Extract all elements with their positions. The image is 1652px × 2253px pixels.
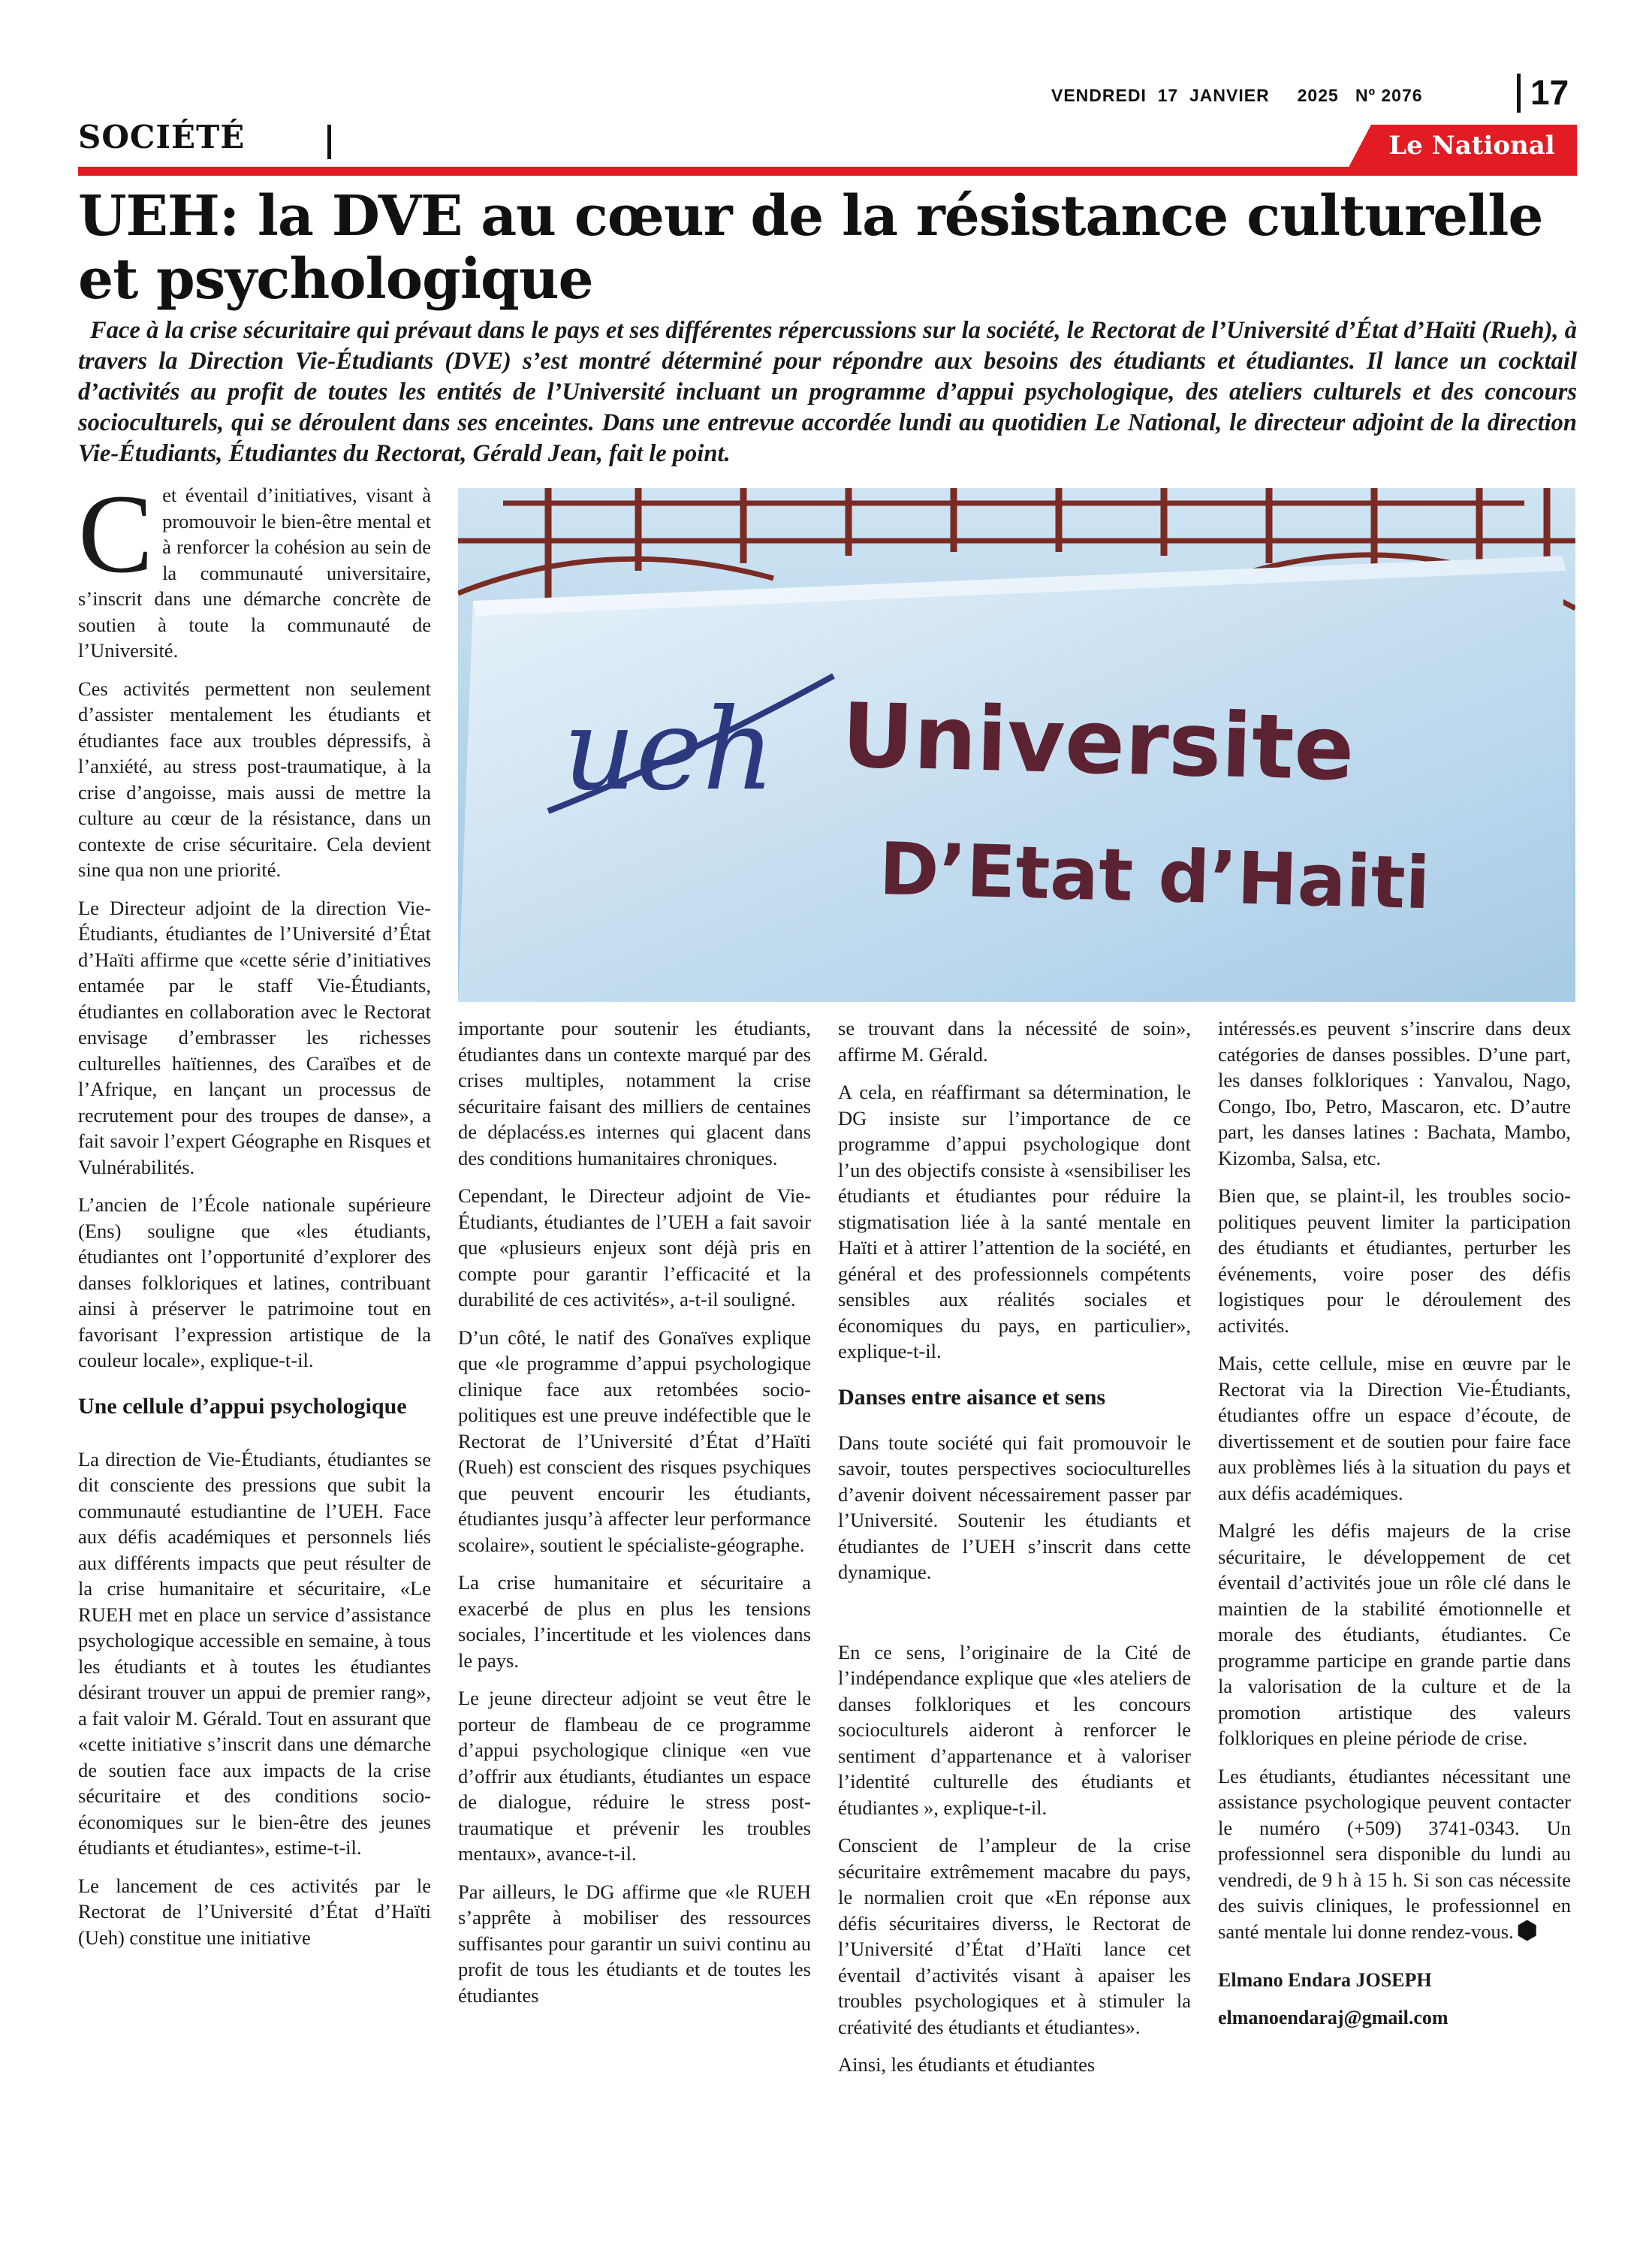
- paragraph: Ces activités permettent non seulement d’assister mentalement les étudiants et étudiantes face aux troubles dépressifs, à l’anxiété, au stress post-traumatique, à la crise d’angoisse, mais aussi de mettre la culture au cœur de la résistance, dans un contexte de crise sécuritaire. Cela devient sine qua non une priorité.: [78, 677, 431, 881]
- column-spacer: [838, 1597, 1191, 1639]
- section-label: SOCIÉTÉ: [78, 119, 246, 155]
- paragraph: La crise humanitaire et sécuritaire a exacerbé de plus en plus les tensions sociales, l’incertitude et les violences dans le pays.: [458, 1571, 811, 1672]
- article-headline: UEH: la DVE au cœur de la résistance culturelle et psychologique: [78, 184, 1543, 312]
- paragraph-text: et éventail d’initiatives, visant à promouvoir le bien-être mental et à renforcer la cohésion au sein de la communauté universitaire, s’inscrit dans une démarche concrète de soutien à toute la communauté de l’Université.: [78, 484, 431, 662]
- paragraph: Cependant, le Directeur adjoint de Vie-Étudiants, étudiantes de l’UEH a fait savoir que «plusieurs enjeux sont déjà pris en compte pour garantir l’efficacité et la durabilité de ces activités», a-t-il souligné.: [458, 1184, 811, 1310]
- column-4: [1218, 1015, 1571, 2042]
- paragraph: Le jeune directeur adjoint se veut être le porteur de flambeau de ce programme d’appui psychologique clinique «en vue d’offrir aux étudiants, étudiantes un espace de dialogue, réduire le stress post-traumatique et prévenir les troubles mentaux», avance-t-il.: [458, 1687, 811, 1865]
- paragraph: importante pour soutenir les étudiants, étudiantes dans un contexte marqué par des crises multiples, notamment la crise sécuritaire faisant des milliers de centaines de déplacéss.es internes qui glacent dans des conditions humanitaires chroniques.: [458, 1017, 811, 1169]
- ueh-sign-illustration: [458, 488, 1575, 1002]
- section-divider: [327, 125, 331, 159]
- column-3: [838, 1015, 1191, 2090]
- paragraph: Le lancement de ces activités par le Rectorat de l’Université d’État d’Haïti (Ueh) constitue une initiative: [78, 1874, 431, 1949]
- paragraph: Conscient de l’ampleur de la crise sécuritaire extrêmement macabre du pays, le normalien croit que «En réponse aux défis sécuritaires diverss, le Rectorat de l’Université d’État d’Haïti lance cet éventail d’activités visant à apaiser les troubles psychologiques et à stimuler la créativité des étudiants et étudiantes».: [838, 1834, 1191, 2038]
- paragraph: D’un côté, le natif des Gonaïves explique que «le programme d’appui psychologique clinique face aux retombées socio-politiques est une preuve indéfectible que le Rectorat de l’Université d’État d’Haïti (Rueh) est conscient des risques psychiques que peuvent encourir les étudiants, étudiantes jusqu’à affecter leur performance scolaire», soutient le spécialiste-géographe.: [458, 1326, 811, 1556]
- paragraph: Mais, cette cellule, mise en œuvre par le Rectorat via la Direction Vie-Étudiants, étudiantes offre un espace d’écoute, de divertissement et de soutien pour faire face aux problèmes liés à la situation du pays et aux défis académiques.: [1218, 1352, 1571, 1504]
- paragraph: [78, 472, 431, 664]
- paragraph: Ainsi, les étudiants et étudiantes: [838, 2053, 1096, 2076]
- paragraph: intéressés.es peuvent s’inscrire dans deux catégories de danses possibles. D’une part, les danses folkloriques : Yanvalou, Nago, Congo, Ibo, Petro, Mascaron, etc. D’autre part, les danses latines : Bachata, Mambo, Kizomba, Salsa, etc.: [1218, 1017, 1571, 1169]
- paragraph: Bien que, se plaint-il, les troubles socio-politiques peuvent limiter la participation des étudiants et étudiantes, perturber les événements, voire poser des défis logistiques pour le déroulement des activités.: [1218, 1184, 1571, 1337]
- end-of-article-icon: [1517, 1920, 1538, 1941]
- issue-date-line: VENDREDI 17 JANVIER 2025 Nº 2076: [1051, 86, 1423, 105]
- ueh-logo-text: ueh: [563, 685, 775, 816]
- paragraph: Malgré les défis majeurs de la crise sécuritaire, le développement de cet éventail d’activités joue un rôle clé dans le maintien de la stabilité émotionnelle et morale des étudiants, étudiantes. Ce programme participe en grande partie dans la valorisation de la culture et de la promotion artistique des valeurs folkloriques en pleine période de crise.: [1218, 1519, 1571, 1749]
- author-email: elmanoendaraj@gmail.com: [1218, 2007, 1449, 2028]
- newspaper-brand: Le National: [1388, 131, 1555, 161]
- column-1: [78, 472, 431, 1962]
- article-lede: Face à la crise sécuritaire qui prévaut dans le pays et ses différentes répercussions sur la société, le Rectorat de l’Université d’État d’Haïti (Rueh), à travers la Direction Vie-Étudiants (DVE) s’est montré déterminé pour répondre aux besoins des étudiants et étudiantes. Il lance un cocktail d’activités au profit de toutes les entités de l’Université incluant un programme d’appui psychologique, des ateliers culturels et des concours socioculturels, qui se déroulent dans ses enceintes. Dans une entrevue accordée lundi au quotidien Le National, le directeur adjoint de la direction Vie-Étudiants, Étudiantes du Rectorat, Gérald Jean, fait le point.: [78, 317, 1577, 467]
- paragraph: La direction de Vie-Étudiants, étudiantes se dit consciente des pressions que subit la communauté estudiantine de l’UEH. Face aux défis académiques et personnels liés aux différents impacts que peut résulter de la crise humanitaire et sécuritaire, «Le RUEH met en place un service d’assistance psychologique accessible en semaine, à tous les étudiants et à toutes les étudiantes désirant trouver un appui de premier rang», a fait valoir M. Gérald. Tout en assurant que «cette initiative s’inscrit dans une démarche de soutien face aux impacts de la crise sécuritaire et des conditions socio-économiques sur le bien-être des jeunes étudiants et étudiantes», estime-t-il.: [78, 1447, 431, 1859]
- sign-line-universite: Universite: [840, 683, 1356, 801]
- paragraph: Dans toute société qui fait promouvoir le savoir, toutes perspectives socioculturelles d’avenir doivent nécessairement passer par l’Université. Soutenir les étudiants et étudiantes de l’UEH s’inscrit dans cette dynamique.: [838, 1431, 1191, 1583]
- subheading: Danses entre aisance et sens: [838, 1384, 1106, 1410]
- byline: [1218, 1967, 1571, 2031]
- paragraph: [1218, 1763, 1571, 1945]
- sign-line-etat-haiti: D’Etat d’Haiti: [878, 827, 1431, 926]
- article-photo: [458, 488, 1575, 1002]
- paragraph-text: Les étudiants, étudiantes nécessitant une assistance psychologique peuvent contacter le numéro (+509) 3741-0343. Un professionnel sera disponible du lundi au vendredi, de 9 h à 15 h. Si son cas nécessite des suivis cliniques, le professionnel en santé mentale lui donne rendez-vous.: [1218, 1764, 1571, 1943]
- paragraph: L’ancien de l’École nationale supérieure (Ens) souligne que «les étudiants, étudiantes ont l’opportunité d’explorer des danses folkloriques et latines, contribuant ainsi à préserver le patrimoine tout en favorisant l’expression artistique de la couleur locale», explique-t-il.: [78, 1193, 431, 1371]
- author-name: Elmano Endara JOSEPH: [1218, 1969, 1432, 1991]
- page-number: 17: [1530, 73, 1569, 112]
- drop-cap: C: [78, 472, 154, 596]
- paragraph: A cela, en réaffirmant sa détermination, le DG insiste sur l’importance de ce programme d’appui psychologique dont l’un des objectifs consiste à «sensibiliser les étudiants et étudiantes pour réduire la stigmatisation liée à la santé mentale en Haïti et à attirer l’attention de la société, en général et des professionnels compétents sensibles aux réalités sociales et économiques du pays, en particulier», explique-t-il.: [838, 1081, 1191, 1362]
- subheading: Une cellule d’appui psychologique: [78, 1393, 407, 1419]
- paragraph: Par ailleurs, le DG affirme que «le RUEH s’apprête à mobiliser des ressources suffisantes pour garantir un suivi continu au profit de tous les étudiants et de toutes les étudiantes: [458, 1880, 811, 2007]
- paragraph: Le Directeur adjoint de la direction Vie-Étudiants, étudiantes de l’Université d’État d’Haïti affirme que «cette série d’initiatives entamée par le staff Vie-Étudiants, étudiantes en collaboration avec le Rectorat envisage d’embrasser les richesses culturelles haïtiennes, des Caraïbes et de l’Afrique, en lançant un processus de recrutement pour des troupes de danse», a fait savoir l’expert Géographe en Risques et Vulnérabilités.: [78, 896, 431, 1178]
- column-2: [458, 1015, 811, 2020]
- paragraph: se trouvant dans la nécessité de soin», affirme M. Gérald.: [838, 1017, 1191, 1066]
- paragraph: En ce sens, l’originaire de la Cité de l’indépendance explique que «les ateliers de danses folkloriques et les concours socioculturels aideront à renforcer le sentiment d’appartenance et à valoriser l’identité culturelle des étudiants et étudiantes », explique-t-il.: [838, 1640, 1191, 1819]
- page-number-divider: [1517, 74, 1521, 113]
